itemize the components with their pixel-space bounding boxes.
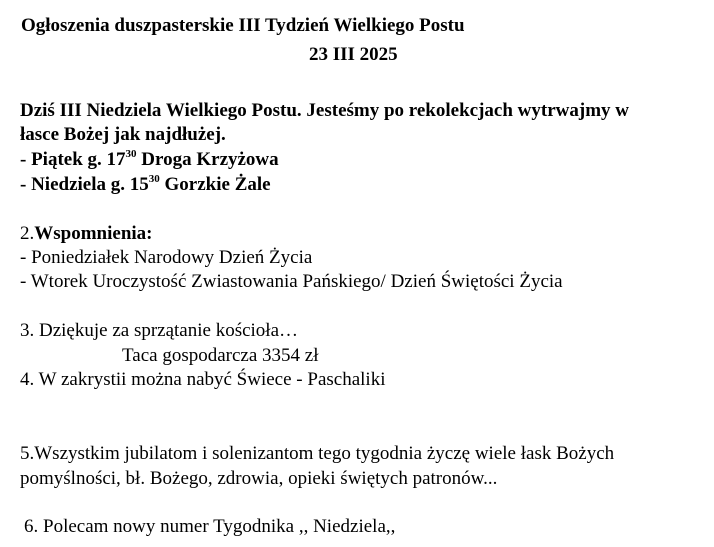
- section-4-text: 4. W zakrystii można nabyć Świece - Paschaliki: [20, 369, 386, 390]
- section-2-title: Wspomnienia:: [34, 223, 153, 244]
- collection-amount: Taca gospodarcza 3354 zł: [122, 345, 319, 366]
- section-2-number: 2.: [20, 223, 35, 244]
- schedule-item-friday: [20, 148, 279, 172]
- schedule-item-sunday: [20, 173, 271, 197]
- section-6-text: 6. Polecam nowy numer Tygodnika ,, Niedziela,,: [24, 516, 396, 537]
- schedule-item-friday-text: - Piątek g. 17: [20, 149, 126, 170]
- document-date: 23 III 2025: [309, 44, 398, 65]
- intro-line-1: Dziś III Niedziela Wielkiego Postu. Jesteśmy po rekolekcjach wytrwajmy w: [20, 100, 629, 121]
- intro-line-2: łasce Bożej jak najdłużej.: [20, 124, 226, 145]
- memorial-item-tuesday: - Wtorek Uroczystość Zwiastowania Pańskiego/ Dzień Świętości Życia: [20, 271, 563, 292]
- section-5-line-2: pomyślności, bł. Bożego, zdrowia, opieki świętych patronów...: [20, 468, 498, 489]
- document-title: Ogłoszenia duszpasterskie III Tydzień Wielkiego Postu: [21, 15, 465, 36]
- schedule-item-friday-minutes: 30: [125, 147, 137, 160]
- schedule-item-sunday-text: - Niedziela g. 15: [20, 174, 149, 195]
- section-5-line-1: 5.Wszystkim jubilatom i solenizantom tego tygodnia życzę wiele łask Bożych: [20, 443, 615, 464]
- memorial-item-monday: - Poniedziałek Narodowy Dzień Życia: [20, 247, 313, 268]
- schedule-item-sunday-event: Gorzkie Żale: [159, 174, 271, 195]
- section-3-text: 3. Dziękuje za sprzątanie kościoła…: [20, 320, 299, 341]
- schedule-item-friday-event: Droga Krzyżowa: [136, 149, 279, 170]
- section-2-heading: [20, 222, 153, 246]
- schedule-item-sunday-minutes: 30: [148, 172, 160, 185]
